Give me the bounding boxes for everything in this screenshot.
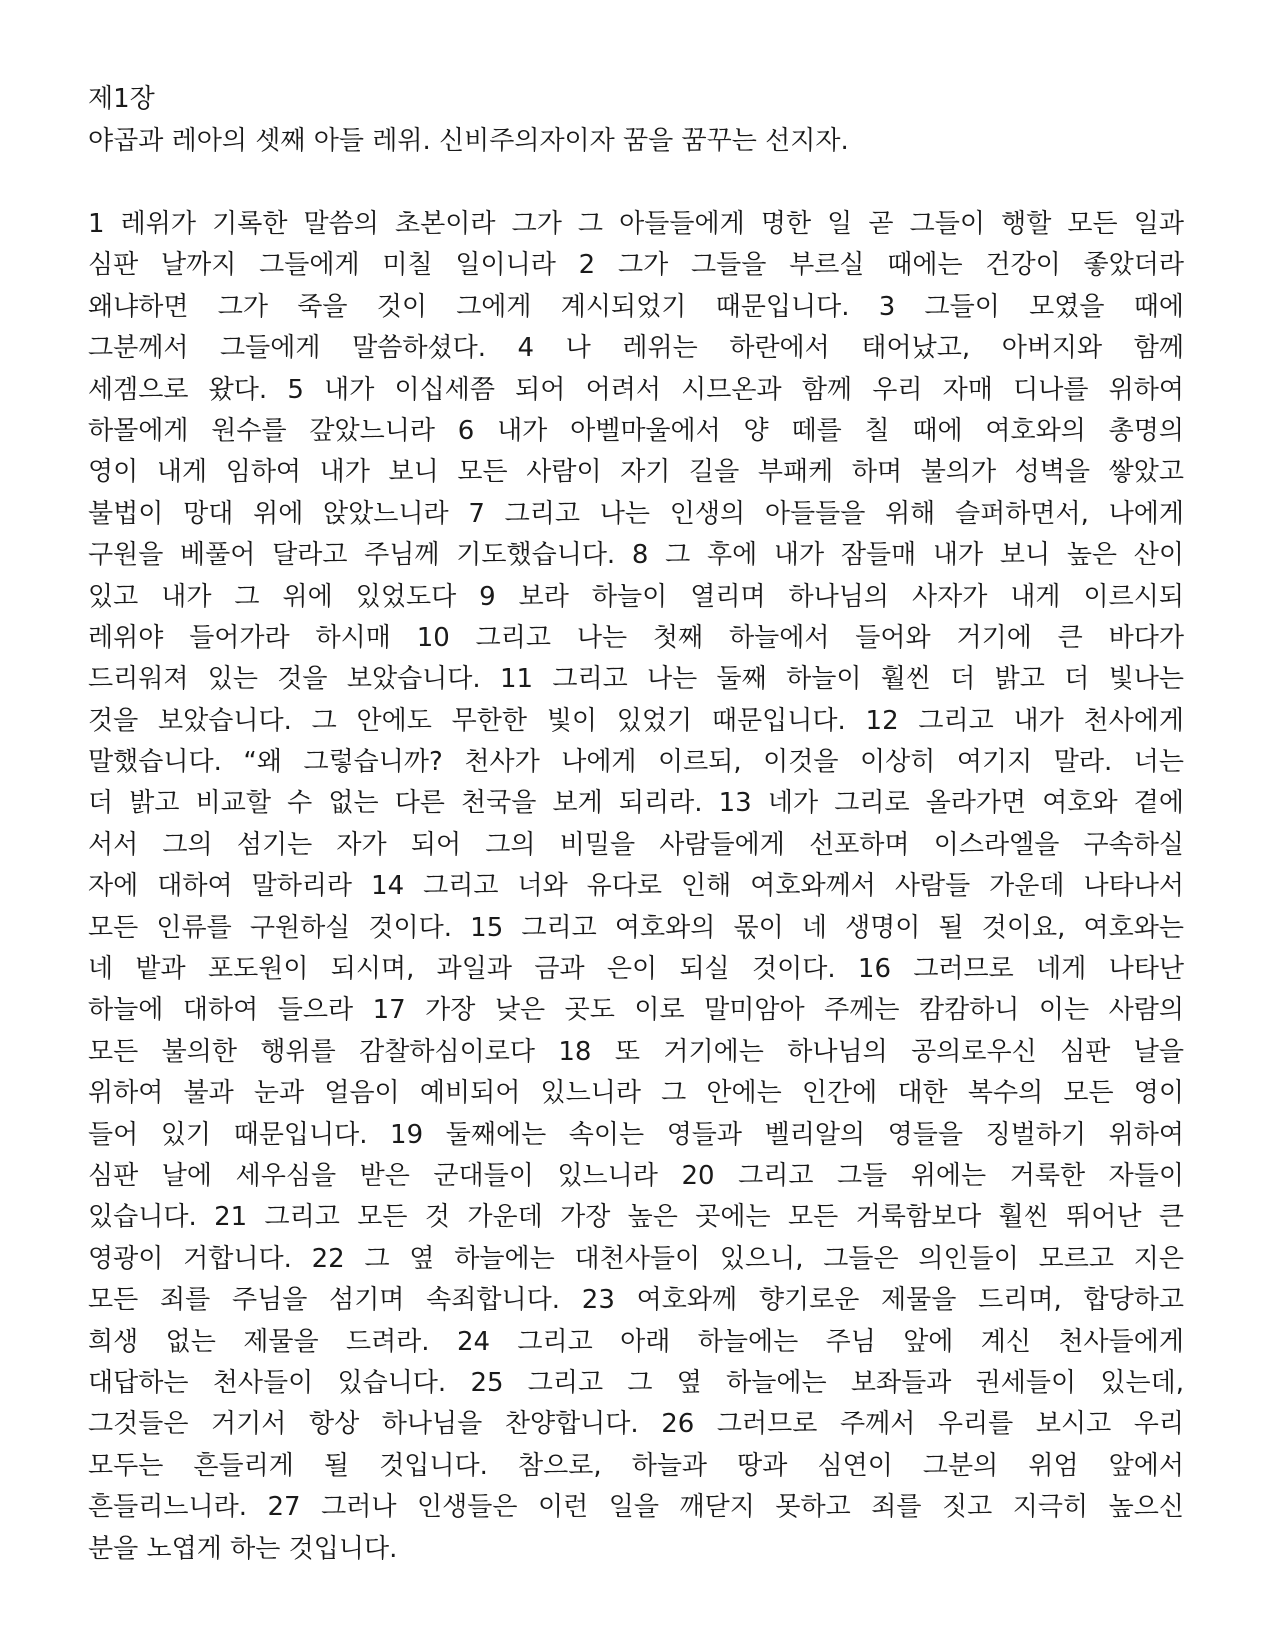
paragraph-spacer — [88, 162, 1184, 204]
body-line: 있습니다. 21 그리고 모든 것 가운데 가장 높은 곳에는 모든 거룩함보다 훨씬 뛰어난 큰 — [88, 1202, 1184, 1233]
body-line: 영이 내게 임하여 내가 보니 모든 사람이 자기 길을 부패케 하며 불의가 성벽을 쌓았고 — [88, 457, 1184, 488]
chapter-subtitle: 야곱과 레아의 셋째 아들 레위. 신비주의자이자 꿈을 꿈꾸는 선지자. — [88, 126, 849, 156]
body-line: 더 밝고 비교할 수 없는 다른 천국을 보게 되리라. 13 네가 그리로 올라가면 여호와 곁에 — [88, 788, 1184, 819]
body-line: 대답하는 천사들이 있습니다. 25 그리고 그 옆 하늘에는 보좌들과 권세들이 있는데, — [88, 1367, 1184, 1398]
body-line: 분을 노엽게 하는 것입니다. — [88, 1533, 398, 1564]
body-line: 영광이 거합니다. 22 그 옆 하늘에는 대천사들이 있으니, 그들은 의인들이 모르고 지은 — [88, 1243, 1184, 1274]
body-line: 1 레위가 기록한 말씀의 초본이라 그가 그 아들들에게 명한 일 곧 그들이 행할 모든 일과 — [88, 209, 1184, 239]
body-line: 자에 대하여 말하리라 14 그리고 너와 유다로 인해 여호와께서 사람들 가운데 나타나서 — [88, 871, 1184, 902]
body-line: 모두는 흔들리게 될 것입니다. 참으로, 하늘과 땅과 심연이 그분의 위엄 앞에서 — [88, 1450, 1184, 1481]
body-line: 드리워져 있는 것을 보았습니다. 11 그리고 나는 둘째 하늘이 훨씬 더 밝고 더 빛나는 — [88, 664, 1184, 695]
body-line: 그것들은 거기서 항상 하나님을 찬양합니다. 26 그러므로 주께서 우리를 보시고 우리 — [88, 1409, 1184, 1440]
body-line: 모든 죄를 주님을 섬기며 속죄합니다. 23 여호와께 향기로운 제물을 드리며, 합당하고 — [88, 1285, 1184, 1316]
body-line: 들어 있기 때문입니다. 19 둘째에는 속이는 영들과 벨리알의 영들을 징벌하기 위하여 — [88, 1119, 1184, 1150]
body-line: 모든 불의한 행위를 감찰하심이로다 18 또 거기에는 하나님의 공의로우신 심판 날을 — [88, 1036, 1184, 1067]
body-line: 하몰에게 원수를 갚았느니라 6 내가 아벨마울에서 양 떼를 칠 때에 여호와의 총명의 — [88, 415, 1184, 446]
body-line: 모든 인류를 구원하실 것이다. 15 그리고 여호와의 몫이 네 생명이 될 것이요, 여호와는 — [88, 912, 1184, 943]
body-line: 하늘에 대하여 들으라 17 가장 낮은 곳도 이로 말미암아 주께는 캄캄하니 이는 사람의 — [88, 995, 1184, 1026]
body-line: 그분께서 그들에게 말씀하셨다. 4 나 레위는 하란에서 태어났고, 아버지와 함께 — [88, 333, 1184, 364]
body-line: 흔들리느니라. 27 그러나 인생들은 이런 일을 깨닫지 못하고 죄를 짓고 지극히 높으신 — [88, 1492, 1184, 1523]
body-line: 불법이 망대 위에 앉았느니라 7 그리고 나는 인생의 아들들을 위해 슬퍼하면서, 나에게 — [88, 498, 1184, 529]
body-line: 구원을 베풀어 달라고 주님께 기도했습니다. 8 그 후에 내가 잠들매 내가 보니 높은 산이 — [88, 540, 1184, 571]
body-line: 서서 그의 섬기는 자가 되어 그의 비밀을 사람들에게 선포하며 이스라엘을 구속하실 — [88, 829, 1184, 860]
body-line: 심판 날까지 그들에게 미칠 일이니라 2 그가 그들을 부르실 때에는 건강이 좋았더라 — [88, 250, 1184, 281]
body-line: 있고 내가 그 위에 있었도다 9 보라 하늘이 열리며 하나님의 사자가 내게 이르시되 — [88, 581, 1184, 612]
body-line: 네 밭과 포도원이 되시며, 과일과 금과 은이 되실 것이다. 16 그러므로 네게 나타난 — [88, 954, 1184, 985]
body-line: 것을 보았습니다. 그 안에도 무한한 빛이 있었기 때문입니다. 12 그리고 내가 천사에게 — [88, 705, 1184, 736]
body-line: 위하여 불과 눈과 얼음이 예비되어 있느니라 그 안에는 인간에 대한 복수의 모든 영이 — [88, 1078, 1184, 1109]
body-line: 왜냐하면 그가 죽을 것이 그에게 계시되었기 때문입니다. 3 그들이 모였을 때에 — [88, 291, 1184, 322]
body-text — [88, 204, 1184, 1570]
body-line: 희생 없는 제물을 드려라. 24 그리고 아래 하늘에는 주님 앞에 계신 천사들에게 — [88, 1326, 1184, 1357]
body-line: 심판 날에 세우심을 받은 군대들이 있느니라 20 그리고 그들 위에는 거룩한 자들이 — [88, 1160, 1184, 1191]
body-line: 세겜으로 왔다. 5 내가 이십세쯤 되어 어려서 시므온과 함께 우리 자매 디나를 위하여 — [88, 374, 1184, 405]
chapter-title: 제1장 — [88, 84, 155, 114]
document-page — [88, 78, 1184, 1570]
body-line: 레위야 들어가라 하시매 10 그리고 나는 첫째 하늘에서 들어와 거기에 큰 바다가 — [88, 622, 1184, 653]
body-line: 말했습니다. “왜 그렇습니까? 천사가 나에게 이르되, 이것을 이상히 여기지 말라. 너는 — [88, 747, 1184, 778]
